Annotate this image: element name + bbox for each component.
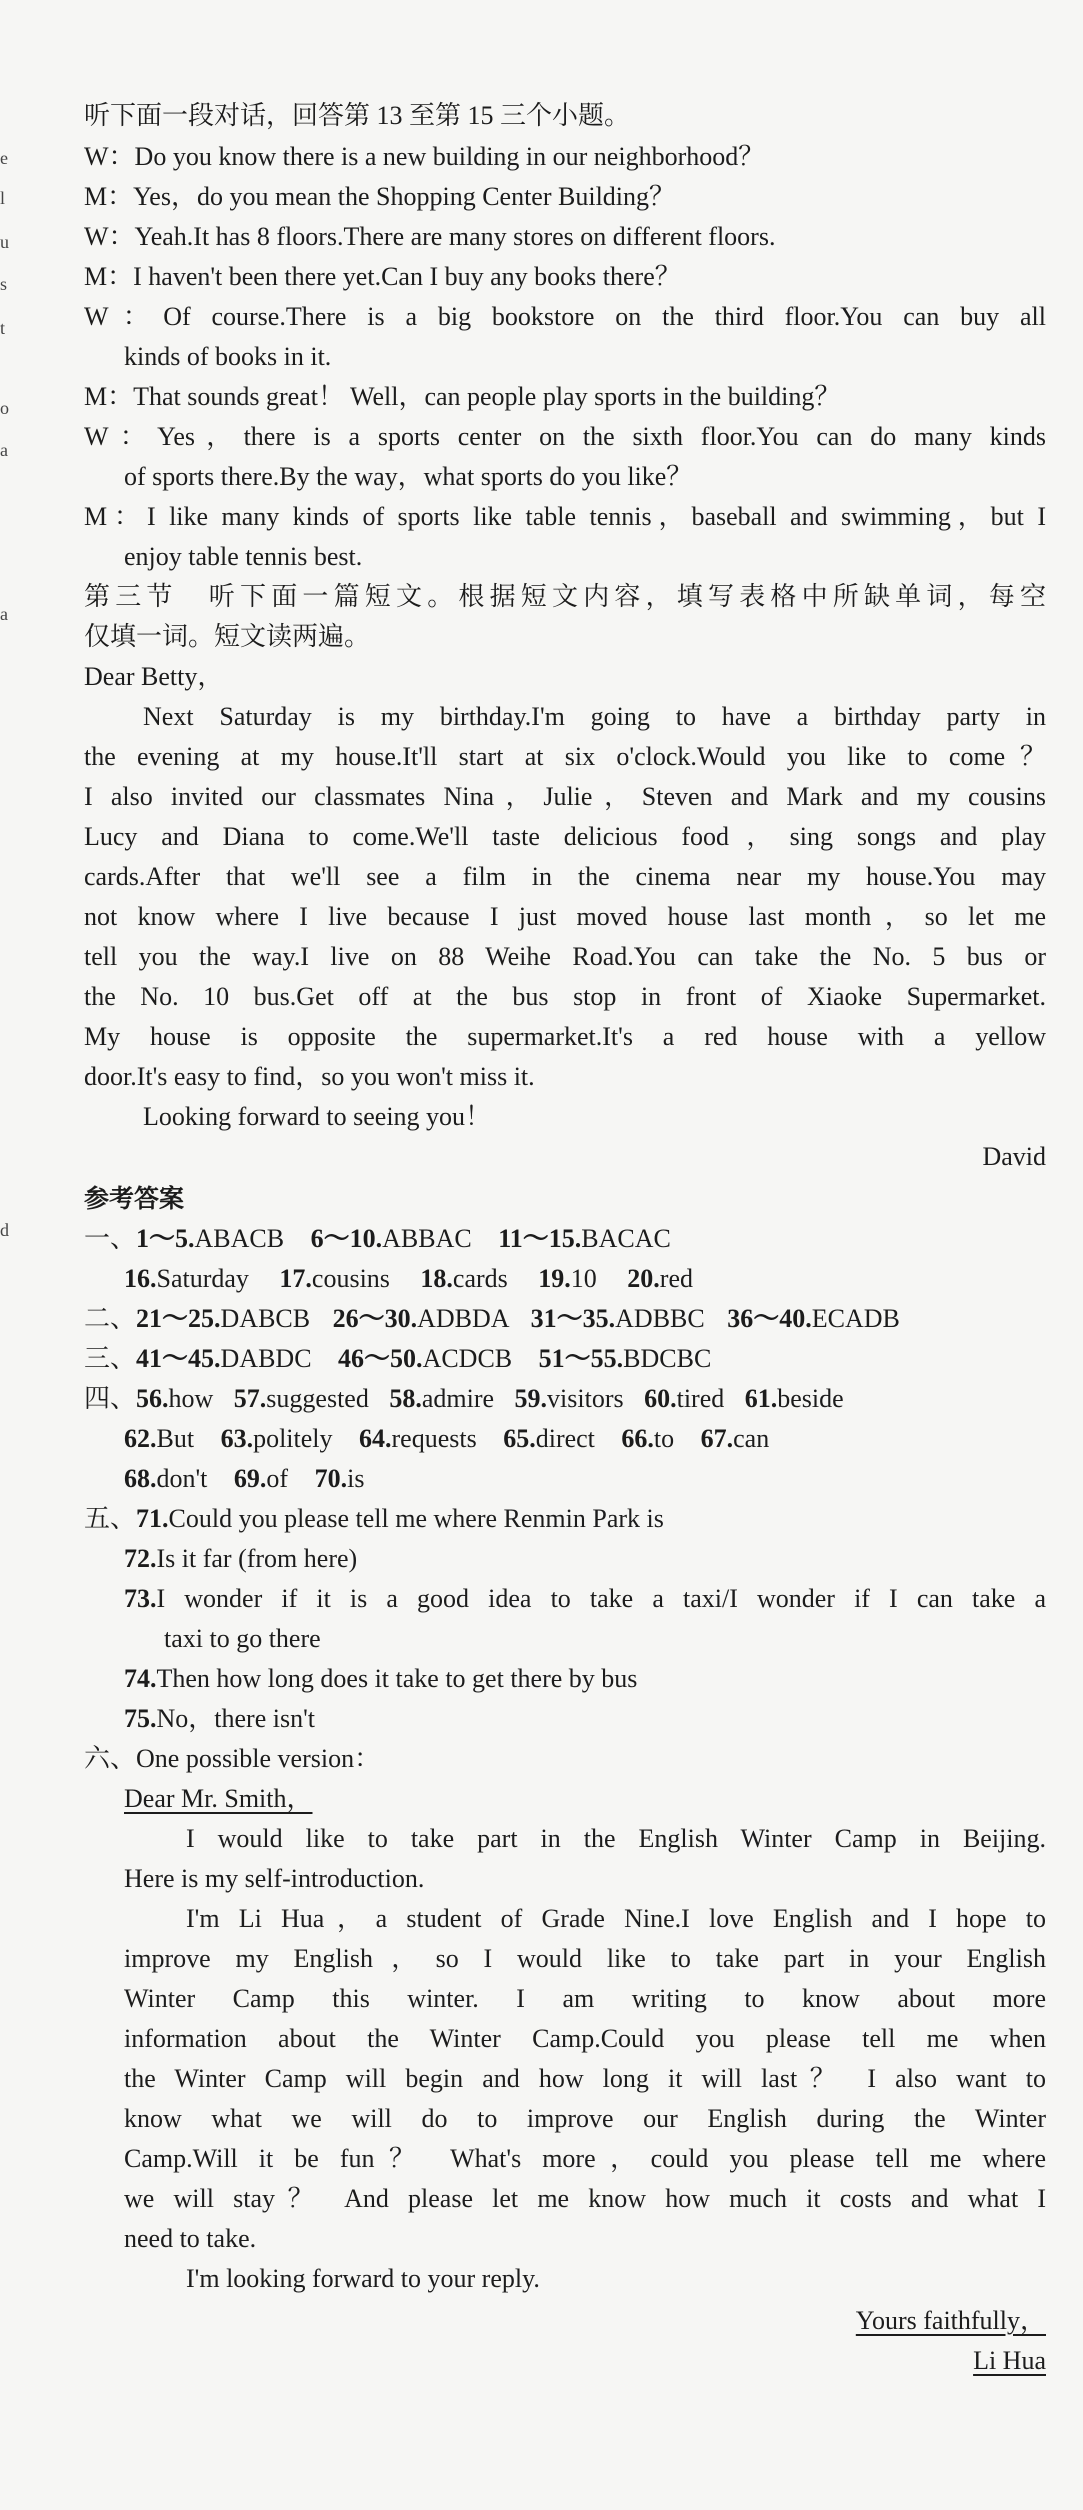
- answer-row-5: [124, 1664, 637, 1694]
- answer-number: 41～45.: [136, 1344, 221, 1373]
- letter-line: door.It's easy to find，so you won't miss it.: [84, 1062, 535, 1091]
- dialogue-heading: 听下面一段对话，回答第 13 至第 15 三个小题。: [84, 101, 631, 130]
- answer-value: ADBDA: [417, 1304, 509, 1333]
- answer-number: 36～40.: [727, 1304, 812, 1333]
- answer-row-5: [124, 1584, 1046, 1614]
- essay-line: improve my English，so I would like to take part in your English: [124, 1944, 1046, 1973]
- essay-line: information about the Winter Camp.Could you please tell me when: [124, 2024, 1046, 2053]
- letter-closing: Looking forward to seeing you！: [143, 1102, 492, 1131]
- answer-row-2: [84, 1304, 900, 1334]
- section-prefix: 三、: [84, 1344, 137, 1373]
- dialogue-line: kinds of books in it.: [124, 342, 332, 371]
- answer-value: direct: [535, 1424, 595, 1453]
- answer-value: BDCBC: [623, 1344, 712, 1373]
- answer-value: Then how long does it take to get there by bus: [156, 1664, 638, 1693]
- section-three-instruction: 仅填一词。短文读两遍。: [84, 622, 371, 651]
- answer-number: 18.: [420, 1264, 453, 1293]
- essay-greeting: Dear Mr. Smith，: [124, 1784, 313, 1813]
- essay-line: Winter Camp this winter. I am writing to know about more: [124, 1984, 1046, 2013]
- essay-signature: Li Hua: [973, 2346, 1046, 2375]
- section-prefix: 六、: [84, 1744, 137, 1773]
- answer-number: 31～35.: [530, 1304, 616, 1333]
- answer-number: 26～30.: [332, 1304, 418, 1333]
- edge-glyph: o: [0, 398, 9, 418]
- answer-number: 67.: [700, 1424, 734, 1453]
- answer-number: 69.: [233, 1464, 267, 1493]
- dialogue-line: M：That sounds great！ Well，can people play sports in the building？: [84, 382, 841, 411]
- section-prefix: 四、: [84, 1384, 137, 1413]
- letter-line: Lucy and Diana to come.We'll taste delicious food，sing songs and play: [84, 822, 1046, 851]
- answer-value: ECADB: [811, 1304, 900, 1333]
- answer-value: ADBBC: [615, 1304, 705, 1333]
- answer-number: 59.: [514, 1384, 548, 1413]
- dialogue-line: M：Yes，do you mean the Shopping Center Building？: [84, 182, 676, 211]
- answer-number: 19.: [538, 1264, 571, 1293]
- answer-number: 17.: [279, 1264, 312, 1293]
- letter-greeting: Dear Betty，: [84, 662, 224, 691]
- essay-line: we will stay？ And please let me know how much it costs and what I: [124, 2184, 1046, 2213]
- answer-value: requests: [391, 1424, 477, 1453]
- answer-number: 71.: [136, 1504, 169, 1533]
- essay-line: I would like to take part in the English Winter Camp in Beijing.: [186, 1824, 1046, 1853]
- answer-number: 72.: [124, 1544, 157, 1573]
- answer-row-4b: [124, 1424, 769, 1454]
- answer-number: 66.: [621, 1424, 654, 1453]
- edge-glyph: a: [0, 604, 8, 624]
- dialogue-line: W：Do you know there is a new building in our neighborhood？: [84, 142, 765, 171]
- answer-number: 70.: [314, 1464, 348, 1493]
- answer-value: admire: [421, 1384, 495, 1413]
- section-three-instruction: 第三节 听下面一篇短文。根据短文内容，填写表格中所缺单词，每空: [84, 582, 1046, 611]
- letter-line: tell you the way.I live on 88 Weihe Road.You can take the No. 5 bus or: [84, 942, 1046, 971]
- answer-value: cousins: [311, 1264, 390, 1293]
- answer-value: Is it far (from here): [156, 1544, 358, 1573]
- answer-number: 74.: [124, 1664, 157, 1693]
- answer-row-5: [84, 1504, 664, 1534]
- letter-line: My house is opposite the supermarket.It's a red house with a yellow: [84, 1022, 1046, 1051]
- answer-number: 46～50.: [338, 1344, 423, 1373]
- answer-number: 75.: [124, 1704, 157, 1733]
- letter-line: the evening at my house.It'll start at six o'clock.Would you like to come？: [84, 742, 1046, 771]
- answer-value: Could you please tell me where Renmin Park is: [168, 1504, 664, 1533]
- answer-value: I wonder if it is a good idea to take a taxi/I wonder if I can take a: [156, 1584, 1046, 1613]
- answer-row-1: [84, 1224, 671, 1254]
- answer-value: can: [733, 1424, 770, 1453]
- answer-value: No，there isn't: [156, 1704, 315, 1733]
- answer-value: ACDCB: [422, 1344, 513, 1373]
- answer-number: 16.: [124, 1264, 157, 1293]
- dialogue-line: M：I like many kinds of sports like table tennis，baseball and swimming，but I: [84, 502, 1046, 531]
- essay-line: the Winter Camp will begin and how long it will last？ I also want to: [124, 2064, 1046, 2093]
- answer-value: DABDC: [220, 1344, 312, 1373]
- edge-glyph: e: [0, 148, 8, 168]
- answer-row-5: [124, 1544, 357, 1574]
- letter-line: I also invited our classmates Nina，Julie，Steven and Mark and my cousins: [84, 782, 1046, 811]
- edge-glyph: d: [0, 1220, 9, 1240]
- section-prefix: 五、: [84, 1504, 137, 1533]
- answer-number: 56.: [136, 1384, 169, 1413]
- letter-line: cards.After that we'll see a film in the cinema near my house.You may: [84, 862, 1046, 891]
- answer-value: is: [347, 1464, 365, 1493]
- edge-glyph: a: [0, 440, 8, 460]
- answer-number: 58.: [389, 1384, 422, 1413]
- answer-number: 21～25.: [136, 1304, 221, 1333]
- letter-line: the No. 10 bus.Get off at the bus stop in front of Xiaoke Supermarket.: [84, 982, 1046, 1011]
- edge-glyph: l: [0, 188, 6, 208]
- edge-glyph: t: [0, 318, 6, 338]
- essay-line: Camp.Will it be fun？ What's more，could you please tell me where: [124, 2144, 1046, 2173]
- answer-value: visitors: [547, 1384, 624, 1413]
- answer-value: to: [653, 1424, 675, 1453]
- answer-value: But: [156, 1424, 195, 1453]
- essay-line: I'm Li Hua，a student of Grade Nine.I love English and I hope to: [186, 1904, 1046, 1933]
- letter-signature: David: [982, 1142, 1046, 1171]
- essay-closing: I'm looking forward to your reply.: [186, 2264, 540, 2293]
- answer-value: suggested: [266, 1384, 369, 1413]
- answer-value: red: [659, 1264, 693, 1293]
- essay-line: Here is my self-introduction.: [124, 1864, 425, 1893]
- dialogue-line: of sports there.By the way，what sports do you like？: [124, 462, 693, 491]
- dialogue-line: W：Of course.There is a big bookstore on the third floor.You can buy all: [84, 302, 1046, 331]
- answer-number: 73.: [124, 1584, 157, 1613]
- answer-row-4c: [124, 1464, 364, 1494]
- letter-line: not know where I live because I just moved house last month，so let me: [84, 902, 1046, 931]
- answer-number: 6～10.: [310, 1224, 383, 1253]
- answer-number: 57.: [233, 1384, 267, 1413]
- answer-number: 20.: [627, 1264, 660, 1293]
- answer-value: politely: [253, 1424, 333, 1453]
- answer-value: ABBAC: [382, 1224, 472, 1253]
- essay-line: know what we will do to improve our English during the Winter: [124, 2104, 1046, 2133]
- answer-row-3: [84, 1344, 711, 1374]
- left-margin-artifacts: [0, 0, 12, 2510]
- answer-number: 68.: [124, 1464, 157, 1493]
- section-prefix: 二、: [84, 1304, 137, 1333]
- edge-glyph: s: [0, 274, 8, 294]
- version-label: One possible version：: [136, 1744, 381, 1773]
- edge-glyph: u: [0, 232, 9, 252]
- dialogue-line: M：I haven't been there yet.Can I buy any books there？: [84, 262, 681, 291]
- answer-value: how: [168, 1384, 214, 1413]
- letter-line: Next Saturday is my birthday.I'm going to have a birthday party in: [143, 702, 1046, 731]
- dialogue-line: enjoy table tennis best.: [124, 542, 363, 571]
- answer-number: 51～55.: [538, 1344, 624, 1373]
- essay-line: need to take.: [124, 2224, 257, 2253]
- dialogue-line: W：Yeah.It has 8 floors.There are many stores on different floors.: [84, 222, 776, 251]
- answer-row-5: [124, 1704, 315, 1734]
- answer-value: 10: [570, 1264, 597, 1293]
- answer-value: cards: [452, 1264, 508, 1293]
- answer-value: DABCB: [220, 1304, 311, 1333]
- answer-number: 61.: [744, 1384, 778, 1413]
- section-prefix: 一、: [84, 1224, 137, 1253]
- dialogue-line: W：Yes，there is a sports center on the sixth floor.You can do many kinds: [84, 422, 1046, 451]
- answer-value: beside: [777, 1384, 844, 1413]
- answer-value: Saturday: [156, 1264, 249, 1293]
- answer-value: of: [266, 1464, 289, 1493]
- answer-value: don't: [156, 1464, 208, 1493]
- answer-row-1b: [124, 1264, 693, 1294]
- answer-value: ABACB: [194, 1224, 285, 1253]
- answer-row-4: [84, 1384, 844, 1414]
- answer-number: 11～15.: [498, 1224, 582, 1253]
- answer-value: BACAC: [581, 1224, 671, 1253]
- answer-number: 63.: [220, 1424, 254, 1453]
- answer-value: tired: [676, 1384, 725, 1413]
- answers-title: 参考答案: [84, 1184, 185, 1213]
- answer-number: 62.: [124, 1424, 157, 1453]
- answer-number: 1～5.: [136, 1224, 195, 1253]
- answer-number: 60.: [644, 1384, 677, 1413]
- essay-sign-off: Yours faithfully，: [855, 2306, 1046, 2335]
- answer-number: 65.: [503, 1424, 536, 1453]
- answer-row-6: [84, 1744, 380, 1774]
- answer-number: 64.: [359, 1424, 392, 1453]
- answer-row-5-continued: taxi to go there: [164, 1624, 321, 1653]
